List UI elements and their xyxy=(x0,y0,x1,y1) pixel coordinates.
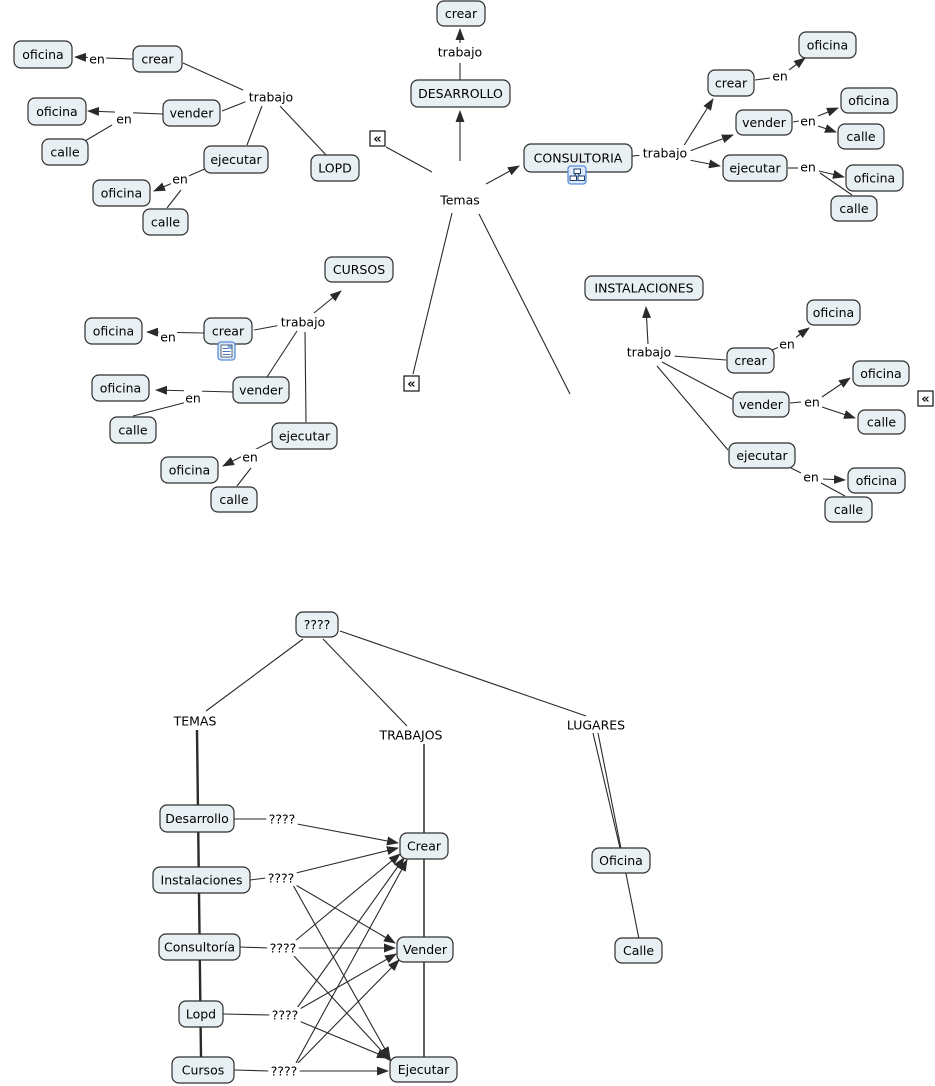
chevron-glyph: « xyxy=(921,392,930,407)
link-label-q-lopd[interactable]: ???? xyxy=(271,1007,299,1023)
link-line xyxy=(298,954,396,1010)
link-label-q-cursos[interactable]: ???? xyxy=(270,1063,298,1079)
link-line xyxy=(662,362,732,399)
link-label-ins-en-1[interactable]: en xyxy=(779,336,795,352)
concept-node-con-oficina-3[interactable] xyxy=(846,165,903,191)
link-line xyxy=(183,63,243,90)
concept-node-lopd-oficina-1[interactable] xyxy=(14,41,72,68)
concept-node-label: Desarrollo xyxy=(165,811,229,826)
concept-node-cur-calle-2[interactable] xyxy=(211,487,257,512)
concept-node-ins-oficina-1[interactable] xyxy=(807,300,860,325)
link-label-cur-en-2[interactable]: en xyxy=(185,390,201,406)
link-label-lopd-en-2[interactable]: en xyxy=(116,111,132,127)
link-label-q-instalaciones[interactable]: ???? xyxy=(267,870,295,886)
link-line xyxy=(790,402,801,403)
concept-node-ins-oficina-3[interactable] xyxy=(848,468,905,493)
concept-node-vender-b[interactable] xyxy=(397,937,453,962)
concept-node-label: oficina xyxy=(100,185,143,201)
concept-node-lopd-crear[interactable] xyxy=(133,46,182,72)
link-line xyxy=(296,860,407,1063)
link-label-con-en-1[interactable]: en xyxy=(772,68,788,84)
concept-node-label: calle xyxy=(866,414,897,430)
link-line xyxy=(683,99,713,147)
link-line xyxy=(254,325,281,330)
concept-node-ins-ejecutar[interactable] xyxy=(729,443,795,468)
hidden-links-icon[interactable] xyxy=(404,376,419,392)
concept-node-cur-oficina-2[interactable] xyxy=(92,375,149,401)
concept-node-consultoria-b[interactable] xyxy=(159,934,240,960)
concept-node-label: oficina xyxy=(848,93,890,108)
hidden-links-icon[interactable] xyxy=(918,391,933,407)
concept-node-lopd-calle-1[interactable] xyxy=(42,139,88,165)
concept-node-ins-oficina-2[interactable] xyxy=(853,361,909,386)
concept-node-lopd-vender[interactable] xyxy=(163,100,220,126)
link-line xyxy=(673,356,726,360)
concept-node-label: crear xyxy=(211,323,245,339)
link-line xyxy=(646,307,648,344)
concept-node-label: calle xyxy=(839,201,869,216)
concept-node-ins-calle-2[interactable] xyxy=(825,497,872,522)
concept-node-label: oficina xyxy=(806,37,849,53)
concept-node-label: ejecutar xyxy=(278,428,331,444)
link-line xyxy=(818,126,836,132)
link-label-temas-col[interactable]: TEMAS xyxy=(173,713,217,729)
link-line xyxy=(822,378,850,397)
link-label-lopd-trabajo[interactable]: trabajo xyxy=(248,89,294,105)
link-line xyxy=(296,848,398,873)
concept-node-label: vender xyxy=(169,105,214,121)
concept-node-label: oficina xyxy=(860,366,902,381)
link-line xyxy=(823,479,845,480)
concept-node-label: INSTALACIONES xyxy=(594,280,694,296)
concept-node-con-calle-2[interactable] xyxy=(831,196,877,221)
concept-node-label: Cursos xyxy=(181,1062,225,1078)
link-line xyxy=(822,407,855,418)
chevron-glyph: « xyxy=(373,132,382,147)
concept-node-label: DESARROLLO xyxy=(418,86,503,101)
concept-node-label: crear xyxy=(734,353,767,368)
concept-node-label: crear xyxy=(714,75,748,91)
link-line xyxy=(791,468,801,473)
icon-detail xyxy=(228,346,232,350)
concept-node-crear-b[interactable] xyxy=(400,833,448,859)
concept-node-con-crear[interactable] xyxy=(708,70,754,96)
link-line xyxy=(593,733,620,848)
link-line xyxy=(297,858,404,1008)
link-line xyxy=(297,824,398,843)
concept-node-con-calle-1[interactable] xyxy=(838,124,884,149)
concept-node-label: ejecutar xyxy=(729,160,781,176)
concept-node-lopd-oficina-3[interactable] xyxy=(93,180,150,206)
link-label-trabajos-col[interactable]: TRABAJOS xyxy=(379,727,443,743)
concept-node-calle-b[interactable] xyxy=(615,938,662,963)
link-label-cur-en-3[interactable]: en xyxy=(242,449,258,465)
icon-detail xyxy=(574,169,581,174)
link-label-con-trabajo[interactable]: trabajo xyxy=(642,145,688,161)
link-line xyxy=(314,291,341,313)
concept-node-desarrollo[interactable] xyxy=(411,80,510,107)
link-line xyxy=(323,639,407,726)
concept-node-ins-vender[interactable] xyxy=(733,392,789,417)
link-line xyxy=(299,1021,388,1058)
link-label-ins-en-3[interactable]: en xyxy=(803,469,819,485)
link-line xyxy=(267,331,297,377)
link-line xyxy=(85,125,112,141)
concept-node-label: calle xyxy=(833,502,864,517)
link-label-q-desarrollo[interactable]: ???? xyxy=(268,811,296,827)
link-line xyxy=(687,135,733,152)
link-line xyxy=(167,190,181,208)
link-line xyxy=(340,631,586,716)
concept-node-label: CURSOS xyxy=(332,262,386,277)
concept-node-label: calle xyxy=(118,422,148,438)
concept-node-label: Calle xyxy=(622,943,655,958)
link-line xyxy=(247,106,262,145)
link-label-lopd-en-3[interactable]: en xyxy=(172,171,188,187)
concept-node-label: oficina xyxy=(22,47,64,62)
link-label-des-trabajo[interactable]: trabajo xyxy=(437,44,483,60)
concept-node-label: oficina xyxy=(812,305,855,320)
concept-node-des-crear[interactable] xyxy=(437,1,485,26)
link-line xyxy=(234,1070,269,1071)
concept-node-lopd-ejecutar[interactable] xyxy=(204,146,268,173)
concept-node-con-oficina-2[interactable] xyxy=(841,88,897,113)
concept-node-cur-crear[interactable] xyxy=(204,318,252,344)
link-line xyxy=(598,733,639,939)
concept-node-con-ejecutar[interactable] xyxy=(723,155,787,181)
concept-node-label: Consultoría xyxy=(163,939,236,955)
concept-node-label: Ejecutar xyxy=(397,1062,450,1077)
link-label-cur-trabajo[interactable]: trabajo xyxy=(280,314,326,330)
concept-node-lopd-oficina-2[interactable] xyxy=(28,98,86,125)
link-line xyxy=(755,78,770,80)
concept-node-label: oficina xyxy=(36,104,78,119)
concept-node-label: oficina xyxy=(92,323,135,339)
link-line xyxy=(818,108,838,116)
concept-node-cursos[interactable] xyxy=(325,257,393,282)
concept-node-label: vender xyxy=(739,397,783,412)
link-line xyxy=(237,468,251,486)
link-line xyxy=(819,171,844,177)
link-label-con-en-2[interactable]: en xyxy=(800,113,816,129)
concept-node-label: oficina xyxy=(855,473,898,488)
link-line xyxy=(486,166,519,184)
link-line xyxy=(294,956,391,1061)
concept-node-label: crear xyxy=(444,6,478,21)
concept-node-instalaciones[interactable] xyxy=(585,276,703,300)
concept-node-label: Crear xyxy=(406,838,442,854)
concept-node-label: calle xyxy=(50,144,80,160)
link-line xyxy=(386,147,432,172)
concept-node-lopd-calle-2[interactable] xyxy=(143,209,188,235)
link-line xyxy=(293,885,390,1058)
link-line xyxy=(240,947,269,948)
concept-node-cur-ejecutar[interactable] xyxy=(272,423,337,449)
link-label-cur-en-1[interactable]: en xyxy=(160,329,176,345)
concept-node-cursos-b[interactable] xyxy=(172,1057,234,1083)
concept-node-label: Oficina xyxy=(599,853,643,868)
concept-node-lopd[interactable] xyxy=(311,155,359,181)
link-line xyxy=(133,401,191,416)
link-line xyxy=(223,1014,271,1015)
concept-node-con-oficina-1[interactable] xyxy=(799,32,856,58)
concept-node-instalaciones-b[interactable] xyxy=(153,867,250,893)
concept-node-cur-oficina-3[interactable] xyxy=(161,457,218,483)
concept-node-label: Lopd xyxy=(185,1006,217,1022)
concept-node-label: LOPD xyxy=(318,160,352,176)
link-label-lopd-en-1[interactable]: en xyxy=(89,51,105,67)
link-line xyxy=(413,213,452,374)
concept-node-label: CONSULTORIA xyxy=(533,150,623,166)
concept-node-oficina-b[interactable] xyxy=(592,848,650,873)
link-label-con-en-3[interactable]: en xyxy=(800,159,816,175)
link-line xyxy=(795,328,809,338)
icon-detail xyxy=(578,176,585,181)
concept-node-cur-oficina-1[interactable] xyxy=(85,318,142,344)
concept-node-con-vender[interactable] xyxy=(736,110,792,135)
link-label-lugares-col[interactable]: LUGARES xyxy=(566,717,626,733)
concept-node-label: crear xyxy=(141,51,174,67)
link-label-temas[interactable]: Temas xyxy=(440,192,480,208)
hidden-links-icon[interactable] xyxy=(370,131,385,147)
link-line xyxy=(789,58,805,70)
link-line xyxy=(295,854,400,941)
concept-node-label: calle xyxy=(846,129,876,144)
link-line xyxy=(479,214,570,394)
concept-node-ejecutar-b[interactable] xyxy=(390,1057,457,1082)
concept-node-cur-calle-1[interactable] xyxy=(110,417,156,443)
concept-node-label: ???? xyxy=(303,617,331,632)
concept-node-ins-crear[interactable] xyxy=(727,348,774,373)
icon-detail xyxy=(570,176,577,181)
document-resource-icon[interactable] xyxy=(218,342,235,360)
link-label-q-consultoria[interactable]: ???? xyxy=(269,940,297,956)
link-line xyxy=(305,332,306,422)
concept-node-label: oficina xyxy=(853,170,896,186)
chevron-glyph: « xyxy=(407,377,416,392)
concept-node-label: calle xyxy=(219,492,249,507)
linked-cmap-icon[interactable] xyxy=(568,166,586,184)
concept-node-cur-vender[interactable] xyxy=(233,377,289,403)
link-line xyxy=(821,483,845,496)
concept-node-lopd-b[interactable] xyxy=(179,1001,223,1027)
concept-node-label: calle xyxy=(150,214,181,230)
concept-node-label: vender xyxy=(742,115,786,130)
concept-node-label: Vender xyxy=(403,942,447,957)
link-line xyxy=(206,639,303,711)
link-label-ins-trabajo[interactable]: trabajo xyxy=(626,344,672,360)
link-label-ins-en-2[interactable]: en xyxy=(804,394,820,410)
concept-node-label: ejecutar xyxy=(210,152,262,167)
link-line xyxy=(280,106,327,156)
concept-node-label: Instalaciones xyxy=(160,872,243,888)
concept-node-label: ejecutar xyxy=(736,448,788,463)
concept-node-label: oficina xyxy=(99,380,142,396)
concept-node-label: oficina xyxy=(168,462,211,478)
concept-node-label: vender xyxy=(239,382,283,398)
concept-node-ins-calle-1[interactable] xyxy=(858,410,905,434)
link-line xyxy=(250,878,266,880)
link-line xyxy=(793,121,799,122)
concept-node-desarrollo-b[interactable] xyxy=(160,805,234,832)
concept-node-root-question[interactable] xyxy=(296,612,338,637)
